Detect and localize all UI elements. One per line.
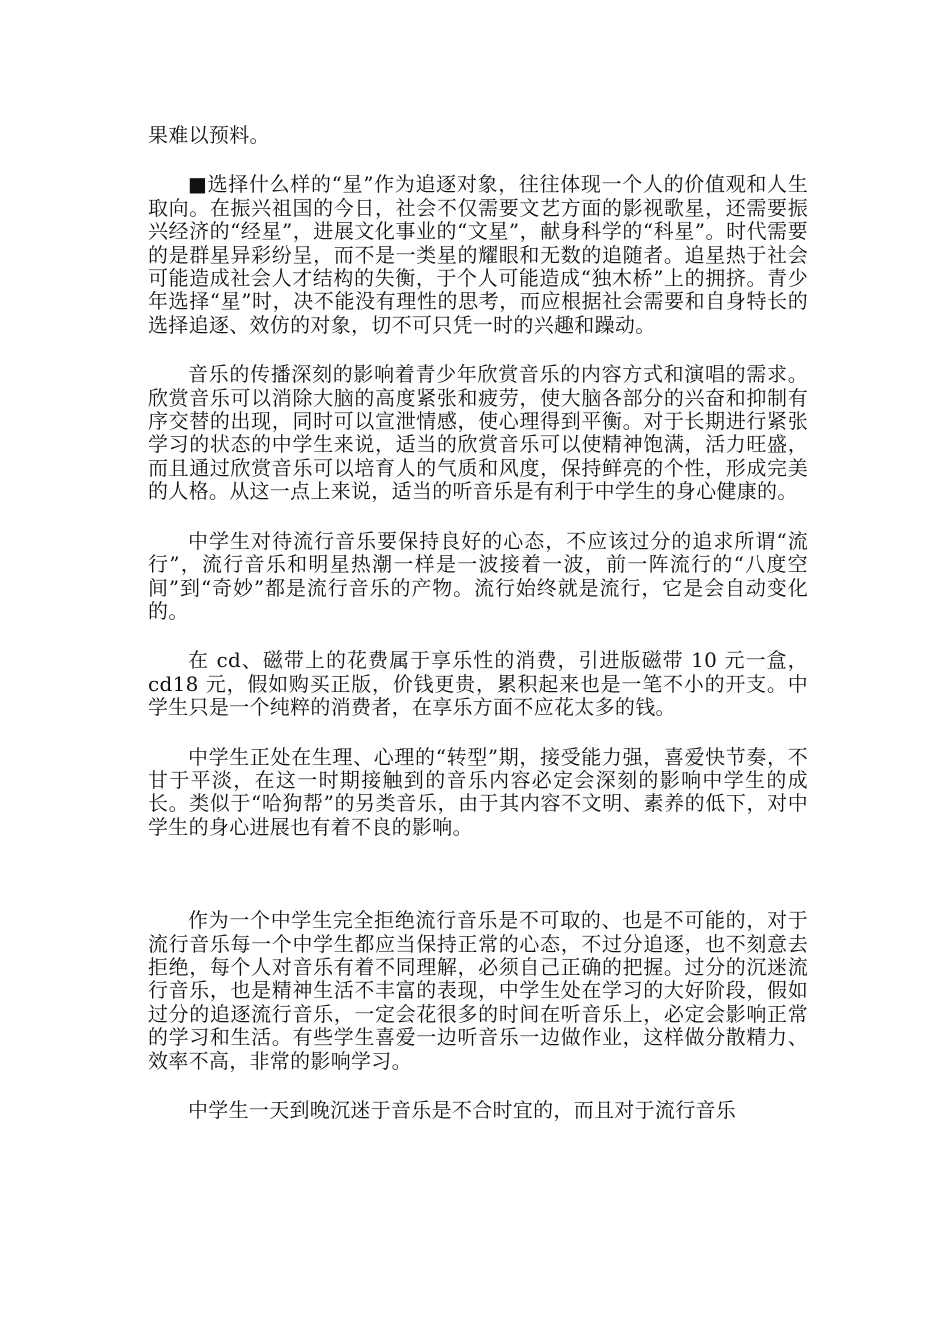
paragraph-pop-attitude: 中学生对待流行音乐要保持良好的心态，不应该过分的追求所谓“流行”，流行音乐和明星热潮一样是一波接着一波，前一阵流行的“八度空间”到“奇妙”都是流行音乐的产物。流行始终就是流行，它是会自动变化的。 [148,528,808,623]
paragraph-rejecting-pop: 作为一个中学生完全拒绝流行音乐是不可取的、也是不可能的，对于流行音乐每一个中学生都应当保持正常的心态，不过分追逐，也不刻意去拒绝，每个人对音乐有着不同理解，必须自己正确的把握。过分的沉迷流行音乐，也是精神生活不丰富的表现，中学生处在学习的大好阶段，假如过分的追逐流行音乐，一定会花很多的时间在听音乐上，必定会影响正常的学习和生活。有些学生喜爱一边听音乐一边做作业，这样做分散精力、效率不高，非常的影响学习。 [148,908,808,1073]
paragraph-continuation: 果难以预料。 [148,123,270,147]
paragraph-gap [148,147,808,173]
paragraph-gap [148,504,808,530]
paragraph-gap [148,720,808,746]
paragraph-gap [148,1073,808,1099]
paragraph-transition-period: 中学生正处在生理、心理的“转型”期，接受能力强，喜爱快节奏，不甘于平淡，在这一时期接触到的音乐内容必定会深刻的影响中学生的成长。类似于“哈狗帮”的另类音乐，由于其内容不文明、素养的低下，对中学生的身心进展也有着不良的影响。 [148,744,808,839]
paragraph-star-choice: ■选择什么样的“星”作为追逐对象，往往体现一个人的价值观和人生取向。在振兴祖国的今日，社会不仅需要文艺方面的影视歌星，还需要振兴经济的“经星”，进展文化事业的“文星”，献身科学的“科星”。时代需要的是群星异彩纷呈，而不是一类星的耀眼和无数的追随者。追星热于社会可能造成社会人才结构的失衡，于个人可能造成“独木桥”上的拥挤。青少年选择“星”时，决不能没有理性的思考，而应根据社会需要和自身特长的选择追逐、效仿的对象，切不可只凭一时的兴趣和躁动。 [148,172,808,337]
paragraph-spending: 在 cd、磁带上的花费属于享乐性的消费，引进版磁带 10 元一盒，cd18 元，假如购买正版，价钱更贵，累积起来也是一笔不小的开支。中学生只是一个纯粹的消费者，在享乐方面不应花太多的钱。 [148,648,808,720]
paragraph-gap-large [148,839,808,909]
document-page [148,124,808,1122]
paragraph-gap [148,337,808,363]
paragraph-gap [148,623,808,649]
paragraph-obsession: 中学生一天到晚沉迷于音乐是不合时宜的，而且对于流行音乐 [188,1098,737,1122]
paragraph-music-influence: 音乐的传播深刻的影响着青少年欣赏音乐的内容方式和演唱的需求。欣赏音乐可以消除大脑的高度紧张和疲劳，使大脑各部分的兴奋和抑制有序交替的出现，同时可以宣泄情感，使心理得到平衡。对于长期进行紧张学习的状态的中学生来说，适当的欣赏音乐可以使精神饱满，活力旺盛，而且通过欣赏音乐可以培育人的气质和风度，保持鲜亮的个性，形成完美的人格。从这一点上来说，适当的听音乐是有利于中学生的身心健康的。 [148,362,808,504]
